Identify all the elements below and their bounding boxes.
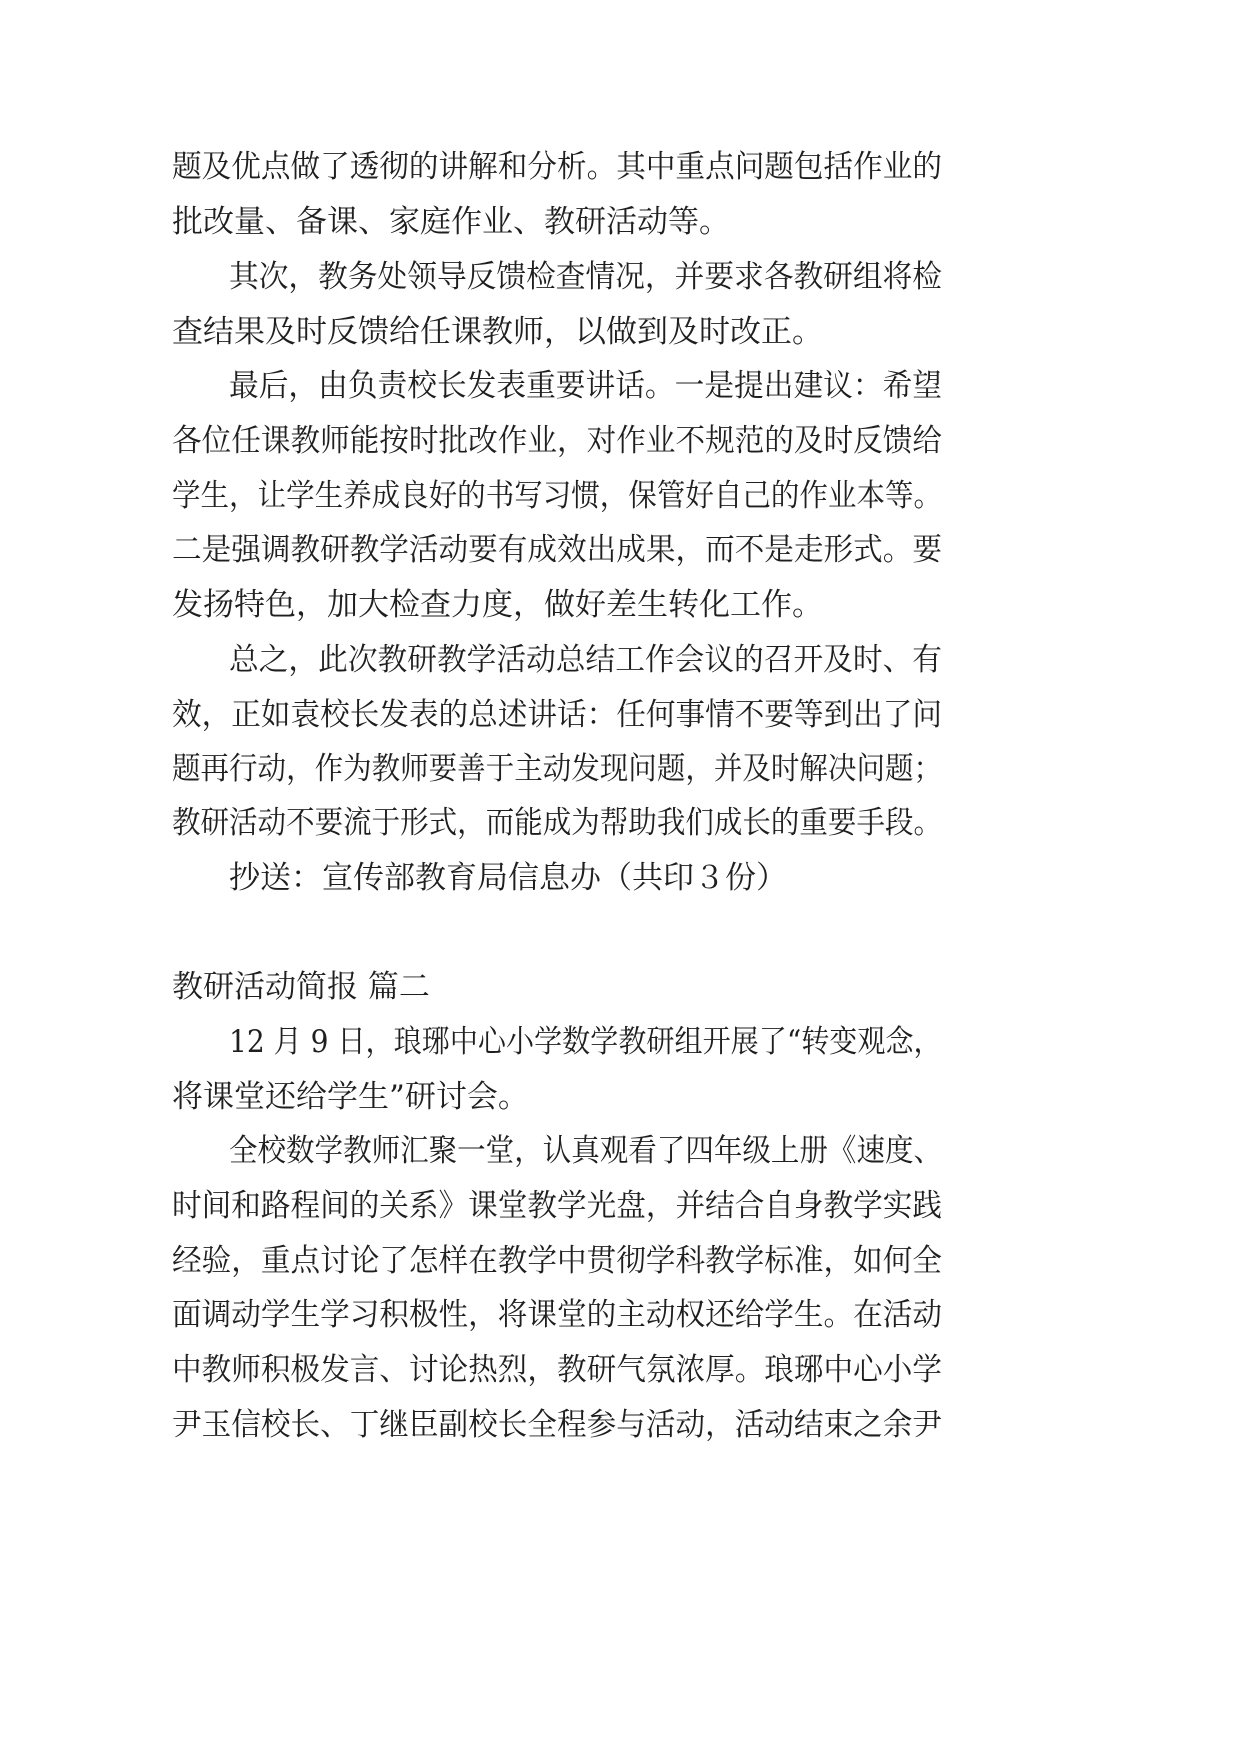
- paragraph-line: 将课堂还给学生”研讨会。: [172, 1079, 529, 1115]
- paragraph-line: 全校数学教师汇聚一堂，认真观看了四年级上册《速度、: [229, 1133, 942, 1169]
- paragraph-line: 学生，让学生养成良好的书写习惯，保管好自己的作业本等。: [172, 478, 942, 514]
- paragraph-line: 最后，由负责校长发表重要讲话。一是提出建议：希望: [229, 368, 942, 404]
- paragraph-line: 时间和路程间的关系》课堂教学光盘，并结合自身教学实践: [172, 1188, 942, 1224]
- paragraph-line: 面调动学生学习积极性，将课堂的主动权还给学生。在活动: [172, 1297, 942, 1333]
- paragraph-line: 批改量、备课、家庭作业、教研活动等。: [172, 204, 730, 240]
- paragraph-line: 发扬特色，加大检查力度，做好差生转化工作。: [172, 587, 823, 623]
- paragraph-line: 尹玉信校长、丁继臣副校长全程参与活动，活动结束之余尹: [172, 1407, 942, 1443]
- paragraph-line: 题及优点做了透彻的讲解和分析。其中重点问题包括作业的: [172, 149, 942, 185]
- paragraph-line: 查结果及时反馈给任课教师，以做到及时改正。: [172, 314, 823, 350]
- paragraph-line: 经验，重点讨论了怎样在教学中贯彻学科教学标准，如何全: [172, 1243, 942, 1279]
- paragraph-line: 其次，教务处领导反馈检查情况，并要求各教研组将检: [229, 259, 942, 295]
- section-heading: 教研活动简报 篇二: [172, 969, 430, 1005]
- paragraph-line: 二是强调教研教学活动要有成效出成果，而不是走形式。要: [172, 532, 942, 568]
- paragraph-line: 题再行动，作为教师要善于主动发现问题，并及时解决问题；: [172, 751, 942, 787]
- paragraph-line: 12 月 9 日，琅琊中心小学数学教研组开展了“转变观念，: [229, 1024, 942, 1060]
- paragraph-line: 各位任课教师能按时批改作业，对作业不规范的及时反馈给: [172, 423, 942, 459]
- cc-line: 抄送：宣传部教育局信息办（共印３份）: [229, 860, 787, 896]
- paragraph-line: 效，正如袁校长发表的总述讲话：任何事情不要等到出了问: [172, 697, 942, 733]
- paragraph-line: 总之，此次教研教学活动总结工作会议的召开及时、有: [229, 642, 942, 678]
- paragraph-line: 教研活动不要流于形式，而能成为帮助我们成长的重要手段。: [172, 805, 942, 841]
- paragraph-line: 中教师积极发言、讨论热烈，教研气氛浓厚。琅琊中心小学: [172, 1352, 942, 1388]
